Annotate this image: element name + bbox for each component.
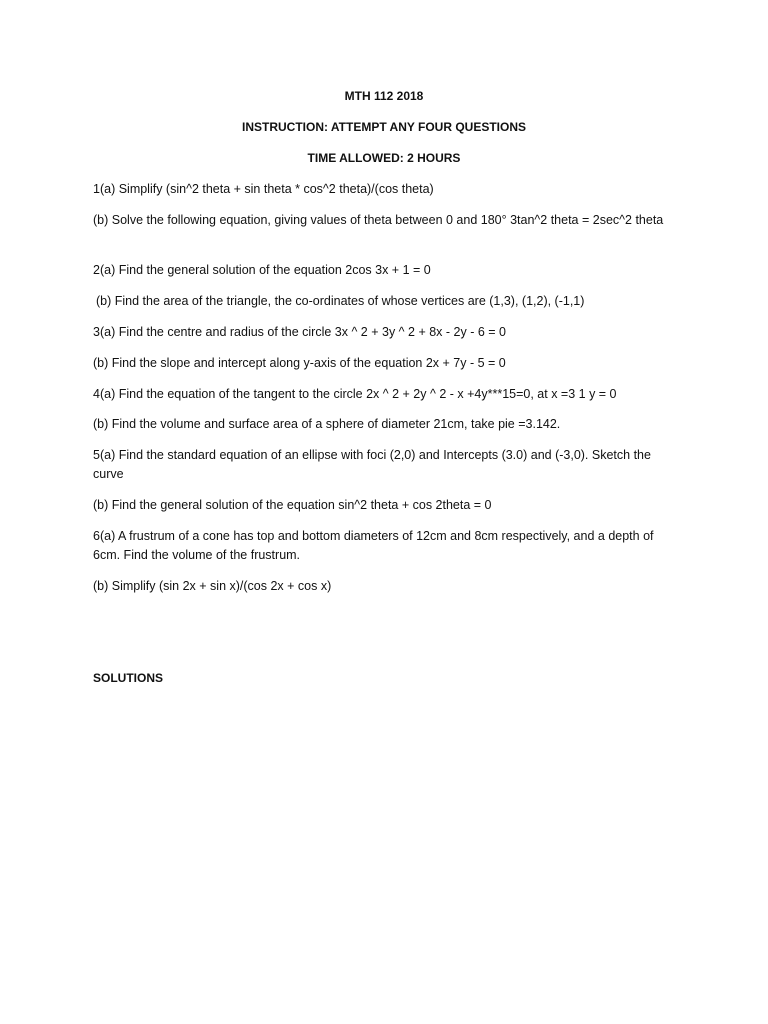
question-4b: (b) Find the volume and surface area of a sphere of diameter 21cm, take pie =3.142. [93, 417, 561, 431]
question-5a: 5(a) Find the standard equation of an ellipse with foci (2,0) and Intercepts (3.0) and (-3,0). Sketch the curve [93, 448, 651, 481]
question-3a: 3(a) Find the centre and radius of the circle 3x ^ 2 + 3y ^ 2 + 8x - 2y - 6 = 0 [93, 325, 506, 339]
question-1b: (b) Solve the following equation, giving values of theta between 0 and 180° 3tan^2 theta = 2sec^2 theta [93, 213, 664, 227]
question-4a: 4(a) Find the equation of the tangent to the circle 2x ^ 2 + 2y ^ 2 - x +4y***15=0, at x =3 1 y = 0 [93, 387, 617, 401]
question-1a: 1(a) Simplify (sin^2 theta + sin theta * cos^2 theta)/(cos theta) [93, 182, 434, 196]
instruction-line: INSTRUCTION: ATTEMPT ANY FOUR QUESTIONS [242, 120, 526, 134]
solutions-heading: SOLUTIONS [93, 671, 164, 685]
question-6b: (b) Simplify (sin 2x + sin x)/(cos 2x + cos x) [93, 579, 332, 593]
question-6a: 6(a) A frustrum of a cone has top and bottom diameters of 12cm and 8cm respectively, and a depth of 6cm. Find the volume of the frustrum. [93, 529, 654, 562]
question-5b: (b) Find the general solution of the equation sin^2 theta + cos 2theta = 0 [93, 498, 492, 512]
question-2b: (b) Find the area of the triangle, the co-ordinates of whose vertices are (1,3), (1,2), (-1,1) [96, 294, 585, 308]
time-allowed-line: TIME ALLOWED: 2 HOURS [307, 151, 461, 165]
question-3b: (b) Find the slope and intercept along y-axis of the equation 2x + 7y - 5 = 0 [93, 356, 506, 370]
document-title: MTH 112 2018 [344, 89, 424, 103]
question-2a: 2(a) Find the general solution of the equation 2cos 3x + 1 = 0 [93, 263, 431, 277]
